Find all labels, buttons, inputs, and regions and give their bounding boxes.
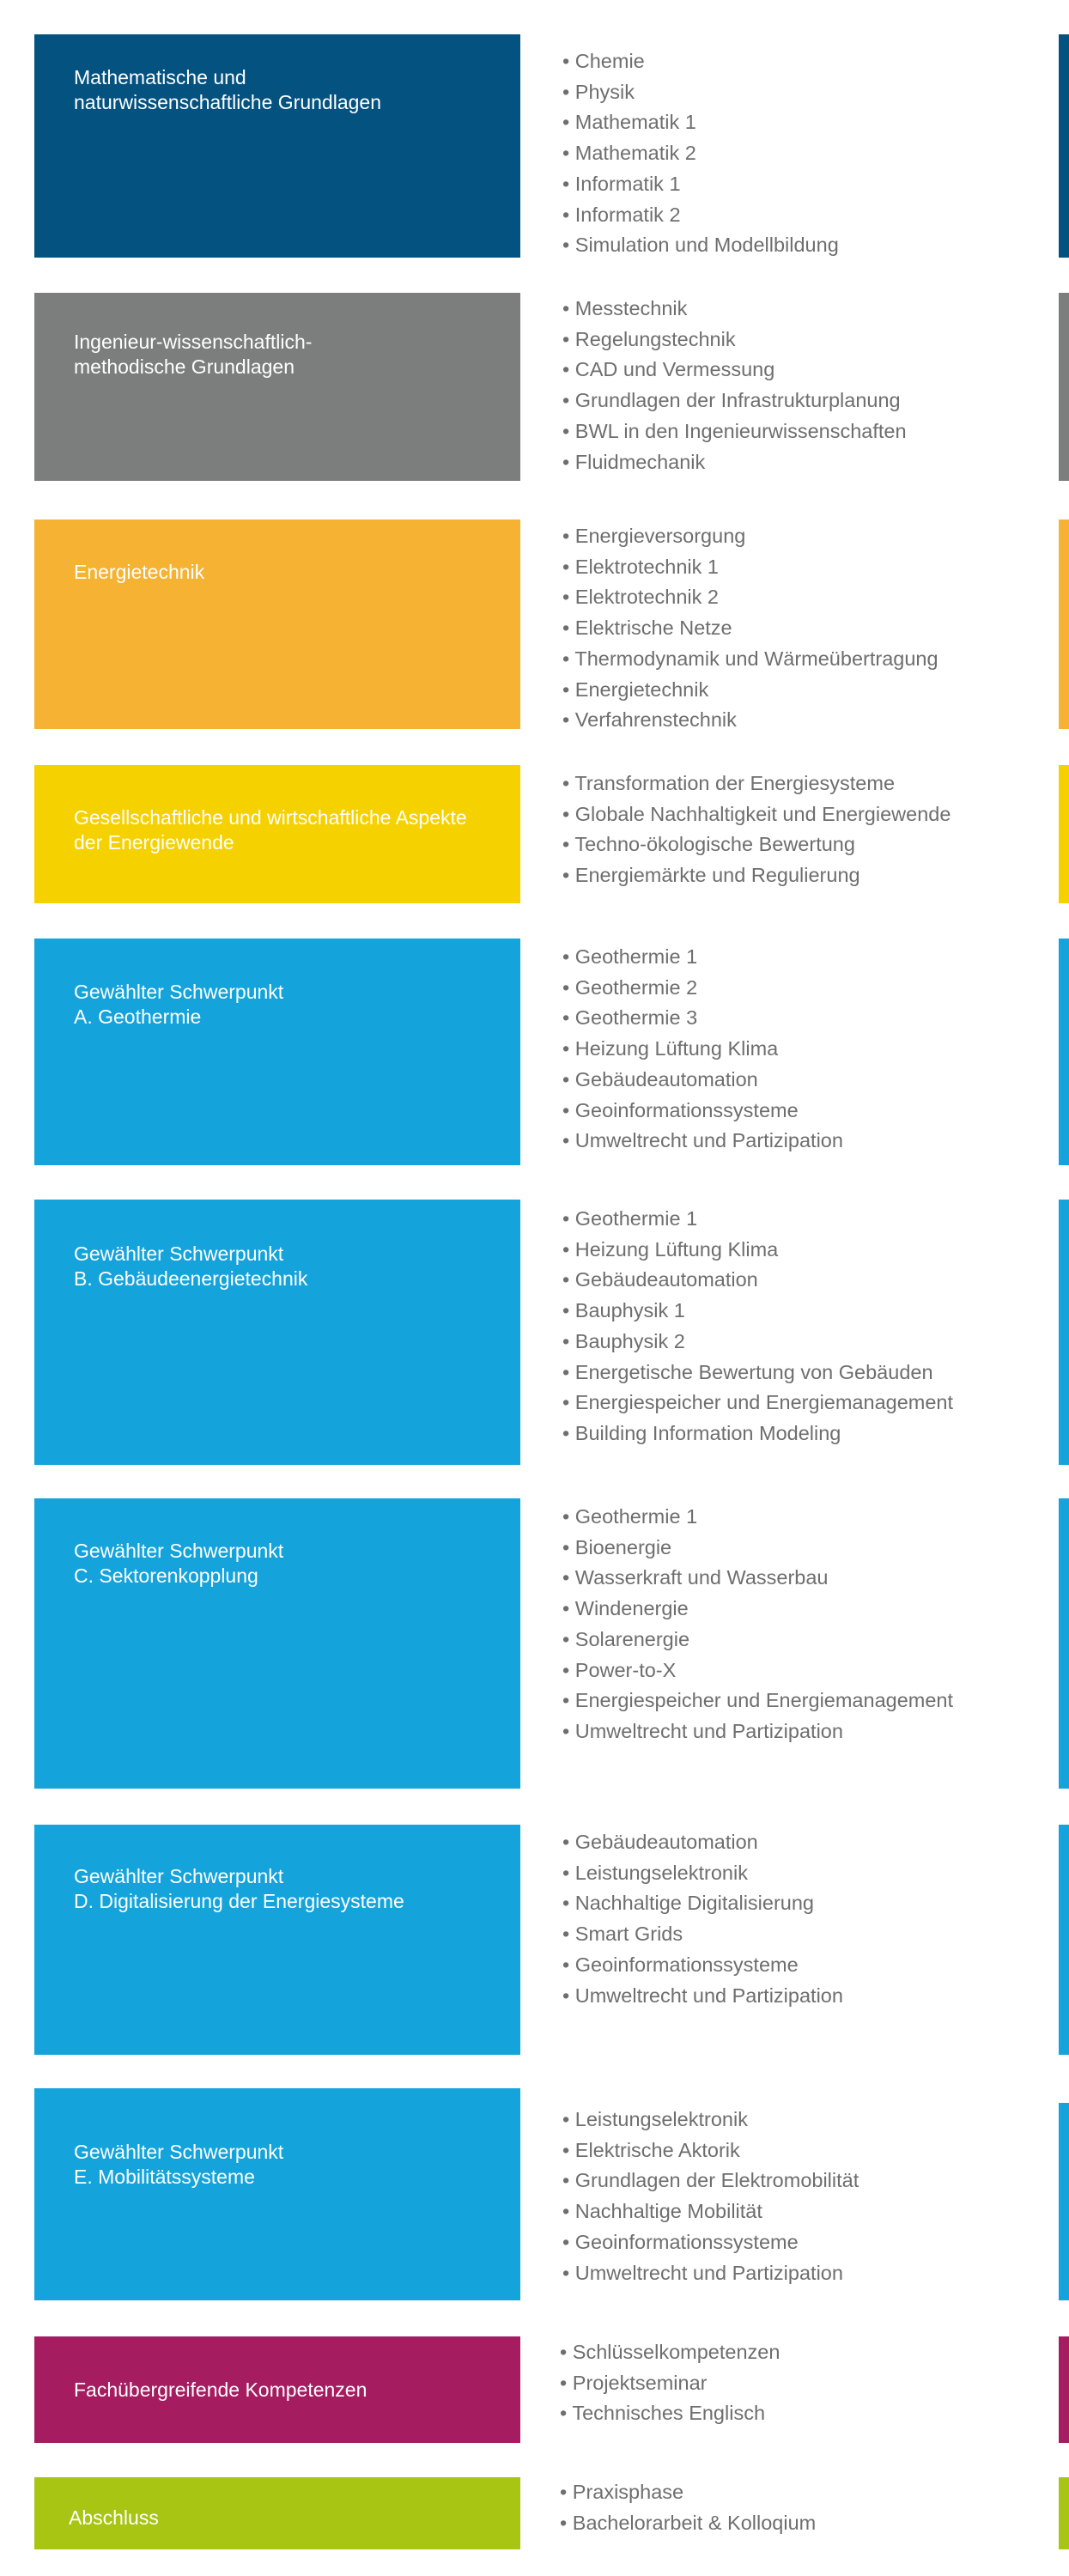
module-item: • Verfahrenstechnik	[562, 705, 1043, 736]
module-list-energy-transition	[562, 769, 1043, 891]
section-block-energy-transition	[34, 765, 520, 903]
edge-strip	[1059, 2477, 1069, 2549]
module-list-math-science	[562, 46, 1043, 261]
module-item: • Elektrotechnik 2	[562, 582, 1043, 613]
module-item: • Geothermie 2	[562, 973, 1043, 1004]
section-block-focus-d	[34, 1825, 520, 2055]
section-block-focus-e	[34, 2088, 520, 2300]
module-item: • Energietechnik	[562, 675, 1043, 706]
section-title-line: Gewählter Schwerpunkt	[74, 981, 284, 1003]
module-item: • Geoinformationssysteme	[562, 1950, 1043, 1981]
section-title	[69, 2506, 495, 2530]
section-title	[74, 805, 495, 855]
section-title-line: Gewählter Schwerpunkt	[74, 1242, 284, 1265]
module-item: • Schlüsselkompetenzen	[560, 2337, 1041, 2368]
module-item: • Nachhaltige Mobilität	[562, 2196, 1043, 2227]
section-title-line: methodische Grundlagen	[74, 355, 295, 378]
module-item: • Regelungstechnik	[562, 325, 1043, 355]
section-title	[74, 330, 495, 380]
module-list-engineering-methods	[562, 294, 1043, 477]
module-item: • Elektrotechnik 1	[562, 552, 1043, 583]
module-item: • Bachelorarbeit & Kolloqium	[560, 2508, 1041, 2539]
module-item: • Gebäudeautomation	[562, 1065, 1043, 1096]
section-title	[74, 980, 495, 1030]
module-item: • Geothermie 1	[562, 1204, 1043, 1235]
module-item: • Geothermie 3	[562, 1003, 1043, 1034]
module-item: • Umweltrecht und Partizipation	[562, 2258, 1043, 2289]
module-list-focus-c	[562, 1502, 1043, 1747]
module-item: • Bauphysik 1	[562, 1296, 1043, 1327]
module-item: • Windenergie	[562, 1594, 1043, 1625]
module-item: • Smart Grids	[562, 1919, 1043, 1950]
section-title-line: naturwissenschaftliche Grundlagen	[74, 91, 381, 113]
section-title	[74, 2378, 495, 2403]
module-item: • Nachhaltige Digitalisierung	[562, 1888, 1043, 1919]
section-title-line: Gewählter Schwerpunkt	[74, 1865, 284, 1887]
module-list-energy-engineering	[562, 521, 1043, 736]
section-title-line: Energietechnik	[74, 561, 205, 583]
section-title-line: C. Sektorenkopplung	[74, 1564, 258, 1587]
module-list-graduation	[560, 2477, 1041, 2538]
module-item: • Geothermie 1	[562, 942, 1043, 973]
module-item: • Simulation und Modellbildung	[562, 230, 1043, 261]
section-title-line: Ingenieur-wissenschaftlich-	[74, 331, 313, 353]
section-title-line: der Energiewende	[74, 831, 234, 854]
module-item: • Projektseminar	[560, 2368, 1041, 2399]
edge-strip	[1059, 2103, 1069, 2300]
edge-strip	[1059, 1498, 1069, 1789]
module-item: • Gebäudeautomation	[562, 1827, 1043, 1858]
section-block-focus-b	[34, 1200, 520, 1465]
section-title-line: Gewählter Schwerpunkt	[74, 1540, 284, 1562]
module-item: • Bioenergie	[562, 1533, 1043, 1564]
module-item: • Solarenergie	[562, 1625, 1043, 1656]
module-item: • Heizung Lüftung Klima	[562, 1235, 1043, 1266]
module-item: • Technisches Englisch	[560, 2398, 1041, 2429]
section-title-line: D. Digitalisierung der Energiesysteme	[74, 1890, 404, 1912]
module-list-focus-a	[562, 942, 1043, 1157]
section-block-focus-c	[34, 1498, 520, 1789]
edge-strip	[1059, 519, 1069, 729]
module-item: • Elektrische Netze	[562, 613, 1043, 644]
module-item: • Elektrische Aktorik	[562, 2136, 1043, 2166]
edge-strip	[1059, 1200, 1069, 1465]
module-item: • Grundlagen der Infrastrukturplanung	[562, 386, 1043, 416]
section-title-line: Gewählter Schwerpunkt	[74, 2141, 284, 2163]
edge-strip	[1059, 765, 1069, 903]
module-item: • Techno-ökologische Bewertung	[562, 829, 1043, 860]
section-block-focus-a	[34, 939, 520, 1165]
module-item: • Mathematik 2	[562, 138, 1043, 169]
section-title	[74, 1242, 495, 1291]
section-block-interdisciplinary	[34, 2336, 520, 2443]
module-item: • Globale Nachhaltigkeit und Energiewende	[562, 799, 1043, 830]
section-title-line: Mathematische und	[74, 66, 246, 88]
edge-strip	[1059, 1825, 1069, 2055]
module-item: • Energieversorgung	[562, 521, 1043, 552]
module-item: • Building Information Modeling	[562, 1419, 1043, 1449]
module-item: • Geothermie 1	[562, 1502, 1043, 1533]
module-item: • Power-to-X	[562, 1656, 1043, 1686]
module-list-focus-d	[562, 1827, 1043, 2011]
section-title	[74, 2140, 495, 2190]
edge-strip	[1059, 939, 1069, 1165]
module-item: • Bauphysik 2	[562, 1327, 1043, 1358]
module-item: • Geoinformationssysteme	[562, 2227, 1043, 2258]
module-list-interdisciplinary	[560, 2337, 1041, 2429]
module-list-focus-e	[562, 2105, 1043, 2288]
module-item: • BWL in den Ingenieurwissenschaften	[562, 416, 1043, 447]
module-item: • Heizung Lüftung Klima	[562, 1034, 1043, 1065]
module-item: • Umweltrecht und Partizipation	[562, 1981, 1043, 2012]
module-item: • Mathematik 1	[562, 107, 1043, 138]
section-title-line: B. Gebäudeenergietechnik	[74, 1267, 308, 1290]
section-block-graduation	[34, 2477, 520, 2549]
module-item: • Energiespeicher und Energiemanagement	[562, 1686, 1043, 1716]
module-item: • CAD und Vermessung	[562, 355, 1043, 386]
edge-strip	[1059, 293, 1069, 481]
module-item: • Chemie	[562, 46, 1043, 77]
module-item: • Energiespeicher und Energiemanagement	[562, 1388, 1043, 1419]
module-item: • Umweltrecht und Partizipation	[562, 1716, 1043, 1747]
section-title	[74, 1864, 495, 1914]
module-item: • Informatik 2	[562, 200, 1043, 231]
section-title	[74, 65, 495, 115]
module-item: • Umweltrecht und Partizipation	[562, 1126, 1043, 1157]
module-item: • Leistungselektronik	[562, 1858, 1043, 1889]
module-item: • Geoinformationssysteme	[562, 1096, 1043, 1127]
module-item: • Physik	[562, 77, 1043, 108]
module-item: • Gebäudeautomation	[562, 1265, 1043, 1296]
module-list-focus-b	[562, 1204, 1043, 1449]
module-item: • Grundlagen der Elektromobilität	[562, 2166, 1043, 2196]
edge-strip	[1059, 34, 1069, 258]
section-title	[74, 560, 495, 585]
section-title-line: Abschluss	[69, 2506, 159, 2529]
module-item: • Messtechnik	[562, 294, 1043, 325]
module-item: • Transformation der Energiesysteme	[562, 769, 1043, 799]
module-item: • Fluidmechanik	[562, 447, 1043, 478]
section-block-energy-engineering	[34, 519, 520, 729]
module-item: • Informatik 1	[562, 169, 1043, 200]
section-block-math-science	[34, 34, 520, 258]
section-title-line: Fachübergreifende Kompetenzen	[74, 2379, 367, 2401]
section-block-engineering-methods	[34, 293, 520, 481]
section-title-line: Gesellschaftliche und wirtschaftliche Aspekte	[74, 806, 467, 829]
module-item: • Thermodynamik und Wärmeübertragung	[562, 644, 1043, 675]
edge-strip	[1059, 2336, 1069, 2443]
module-item: • Wasserkraft und Wasserbau	[562, 1563, 1043, 1594]
module-item: • Leistungselektronik	[562, 2105, 1043, 2136]
module-item: • Energetische Bewertung von Gebäuden	[562, 1358, 1043, 1388]
module-item: • Praxisphase	[560, 2477, 1041, 2508]
section-title-line: E. Mobilitätssysteme	[74, 2166, 255, 2188]
section-title-line: A. Geothermie	[74, 1005, 202, 1028]
module-item: • Energiemärkte und Regulierung	[562, 860, 1043, 891]
section-title	[74, 1539, 495, 1589]
